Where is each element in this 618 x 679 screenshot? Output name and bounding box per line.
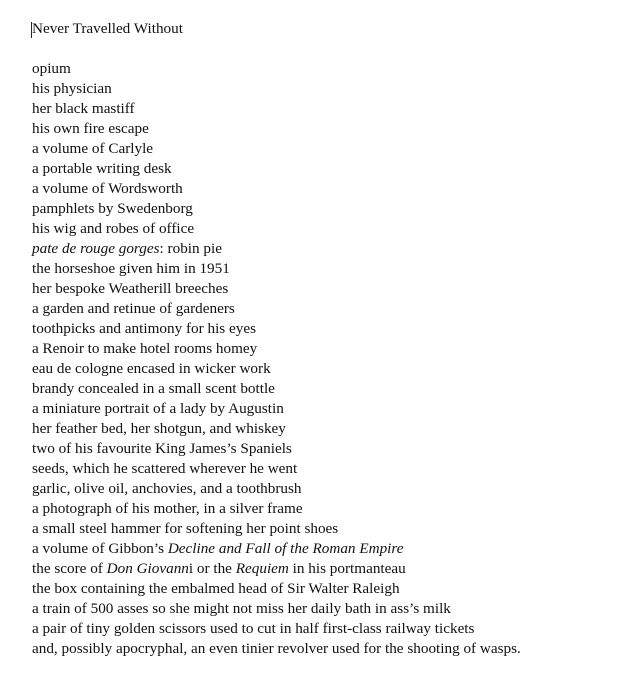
line-text: a volume of Carlyle [32,140,154,157]
blank-line [32,39,616,59]
line-text: the horseshoe given him in 1951 [32,260,230,277]
poem-line [32,339,616,359]
line-text: a volume of Gibbon’s [32,540,168,557]
poem-line [32,579,616,599]
line-text: a volume of Wordsworth [32,180,183,197]
poem-title: Never Travelled Without [32,20,183,37]
poem-line [32,539,616,559]
line-text: her black mastiff [32,100,135,117]
poem-line [32,639,616,659]
italic-text: Requiem [235,560,289,577]
line-text: and, possibly apocryphal, an even tinier revolver used for the shooting of wasps. [32,640,521,657]
poem-line [32,319,616,339]
poem-lines [32,59,616,659]
italic-text: Decline and Fall of the Roman Empire [167,540,404,557]
poem-line [32,559,616,579]
line-text: a photograph of his mother, in a silver frame [32,500,303,517]
line-text: a garden and retinue of gardeners [32,300,235,317]
line-text: in his portmanteau [288,560,406,577]
line-text: her bespoke Weatherill breeches [32,280,229,297]
italic-text: pate de rouge gorges [32,240,160,257]
line-text: a small steel hammer for softening her point shoes [32,520,339,537]
line-text: a pair of tiny golden scissors used to cut in half first-class railway tickets [32,620,475,637]
poem-line [32,459,616,479]
line-text: : robin pie [159,240,222,257]
line-text: opium [32,60,71,77]
poem-line [32,359,616,379]
title-row [32,19,616,39]
document-text[interactable] [32,19,616,659]
line-text: his wig and robes of office [32,220,195,237]
line-text: her feather bed, her shotgun, and whiskey [32,420,286,437]
poem-line [32,279,616,299]
poem-line [32,519,616,539]
poem-line [32,139,616,159]
line-text: his physician [32,80,112,97]
line-text: a Renoir to make hotel rooms homey [32,340,258,357]
text-cursor [31,22,32,38]
poem-line [32,79,616,99]
poem-line [32,199,616,219]
poem-line [32,239,616,259]
poem-line [32,119,616,139]
poem-line [32,479,616,499]
line-text: i or the [188,560,236,577]
line-text: his own fire escape [32,120,149,137]
poem-line [32,499,616,519]
poem-line [32,439,616,459]
italic-text: Don Giovann [106,560,189,577]
poem-line [32,379,616,399]
poem-line [32,159,616,179]
poem-line [32,99,616,119]
poem-line [32,219,616,239]
line-text: pamphlets by Swedenborg [32,200,193,217]
poem-line [32,599,616,619]
poem-line [32,419,616,439]
line-text: garlic, olive oil, anchovies, and a toothbrush [32,480,302,497]
line-text: two of his favourite King James’s Spaniels [32,440,292,457]
line-text: a train of 500 asses so she might not miss her daily bath in ass’s milk [32,600,451,617]
poem-line [32,59,616,79]
poem-line [32,619,616,639]
line-text: the box containing the embalmed head of Sir Walter Raleigh [32,580,400,597]
poem-line [32,179,616,199]
line-text: brandy concealed in a small scent bottle [32,380,275,397]
line-text: a portable writing desk [32,160,172,177]
line-text: a miniature portrait of a lady by Augustin [32,400,284,417]
line-text: seeds, which he scattered wherever he went [32,460,298,477]
poem-line [32,299,616,319]
line-text: eau de cologne encased in wicker work [32,360,271,377]
line-text: toothpicks and antimony for his eyes [32,320,256,337]
line-text: the score of [32,560,107,577]
poem-line [32,259,616,279]
poem-line [32,399,616,419]
